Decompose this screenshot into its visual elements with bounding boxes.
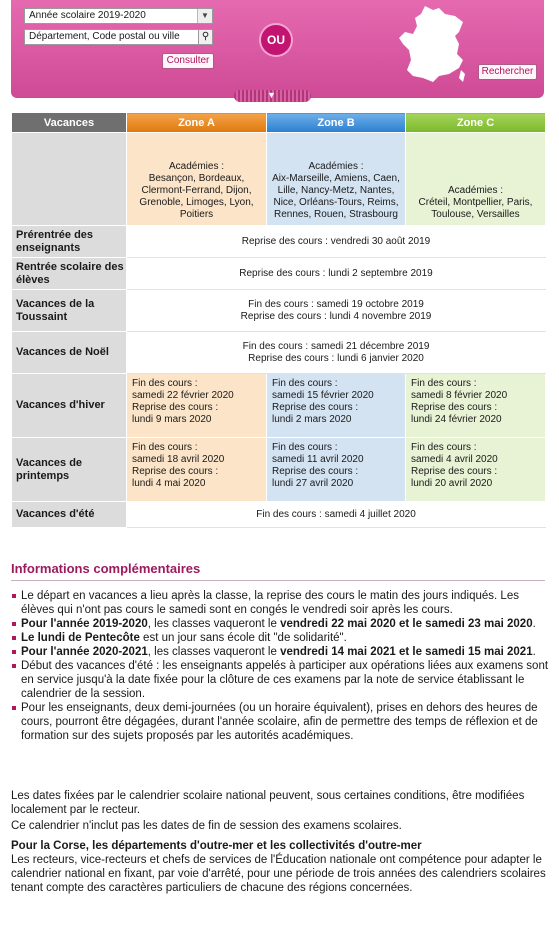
item-bold: Pour l'année 2019-2020 <box>21 618 148 630</box>
info-list <box>11 589 551 743</box>
row-value: Reprise des cours : vendredi 30 août 2019 <box>127 226 546 258</box>
zone-c-dates: Fin des cours : samedi 8 février 2020 Reprise des cours : lundi 24 février 2020 <box>406 374 546 438</box>
academies-zone-c: Académies : Créteil, Montpellier, Paris, Toulouse, Versailles <box>406 133 546 226</box>
overseas-title: Pour la Corse, les départements d'outre-mer et les collectivités d'outre-mer <box>11 840 422 852</box>
consult-button[interactable]: Consulter <box>162 53 214 69</box>
search-button[interactable]: Rechercher <box>478 64 537 80</box>
info-heading: Informations complémentaires <box>11 561 545 581</box>
row-label: Prérentrée des enseignants <box>12 226 127 258</box>
table-row <box>12 438 546 502</box>
table-header-row <box>12 113 546 133</box>
row-value: Fin des cours : samedi 19 octobre 2019 Reprise des cours : lundi 4 novembre 2019 <box>127 290 546 332</box>
item-text: Début des vacances d'été : les enseignants appelés à participer aux opérations liées aux examens sont en service jusqu'à la date fixée pour la clôture de ces examens par la note de service établissant le calendrier de la session. <box>21 660 549 700</box>
table-row <box>12 332 546 374</box>
item-text: . <box>532 618 536 630</box>
school-year-select[interactable] <box>24 8 213 24</box>
zone-a-dates: Fin des cours : samedi 18 avril 2020 Reprise des cours : lundi 4 mai 2020 <box>127 438 267 502</box>
zone-b-dates: Fin des cours : samedi 11 avril 2020 Reprise des cours : lundi 27 avril 2020 <box>267 438 406 502</box>
item-text: Pour les enseignants, deux demi-journées (ou un horaire équivalent), prises en dehors des heures de cours, pourront être dégagées, durant l'année scolaire, afin de permettre des temps de réflexion et de formation sur des sujets proposés par les autorités académiques. <box>21 702 538 742</box>
list-item <box>11 617 551 631</box>
academies-zone-a: Académies : Besançon, Bordeaux, Clermont-Ferrand, Dijon, Grenoble, Limoges, Lyon, Poitiers <box>127 133 267 226</box>
item-text: est un jour sans école dit "de solidarité". <box>139 632 347 644</box>
header-zone-c: Zone C <box>406 113 546 133</box>
overseas-text: Les recteurs, vice-recteurs et chefs de services de l'Éducation nationale ont compétence pour adapter le calendrier national en fixant, par voie d'arrêté, pour une période de trois années des calendriers scolaires tenant compte des caractères particuliers de chacune des régions concernées. <box>11 854 546 894</box>
list-item <box>11 631 551 645</box>
header-vacances: Vacances <box>12 113 127 133</box>
list-item <box>11 659 551 701</box>
item-text: Le départ en vacances a lieu après la classe, la reprise des cours le matin des jours indiqués. Les élèves qui n'ont pas cours le samedi sont en congés le vendredi soir après les cours. <box>21 590 519 616</box>
item-bold: Pour l'année 2020-2021 <box>21 646 148 658</box>
item-text: , les classes vaqueront le <box>147 618 281 630</box>
header-zone-b: Zone B <box>267 113 406 133</box>
item-text: , les classes vaqueront le <box>147 646 281 658</box>
row-value: Fin des cours : samedi 4 juillet 2020 <box>127 502 546 528</box>
or-badge: OU <box>259 23 293 57</box>
collapse-handle[interactable] <box>234 90 311 102</box>
table-row <box>12 226 546 258</box>
search-icon[interactable]: ⚲ <box>198 29 213 45</box>
row-label: Vacances d'hiver <box>12 374 127 438</box>
table-row <box>12 502 546 528</box>
table-row <box>12 374 546 438</box>
location-search-input[interactable]: Département, Code postal ou ville <box>24 29 199 45</box>
row-label: Vacances d'été <box>12 502 127 528</box>
item-bold: vendredi 22 mai 2020 et le samedi 23 mai 2020 <box>280 618 533 630</box>
zone-b-dates: Fin des cours : samedi 15 février 2020 Reprise des cours : lundi 2 mars 2020 <box>267 374 406 438</box>
academies-row <box>12 133 546 226</box>
holiday-calendar-table <box>11 112 546 528</box>
row-value: Fin des cours : samedi 21 décembre 2019 Reprise des cours : lundi 6 janvier 2020 <box>127 332 546 374</box>
list-item <box>11 589 551 617</box>
list-item <box>11 645 551 659</box>
zone-c-dates: Fin des cours : samedi 4 avril 2020 Reprise des cours : lundi 20 avril 2020 <box>406 438 546 502</box>
chevron-down-icon[interactable]: ▼ <box>197 9 212 23</box>
france-map-icon[interactable] <box>397 4 467 84</box>
row-label: Vacances de printemps <box>12 438 127 502</box>
item-bold: vendredi 14 mai 2021 et le samedi 15 mai 2021 <box>280 646 533 658</box>
school-year-value: Année scolaire 2019-2020 <box>29 10 146 21</box>
zone-a-dates: Fin des cours : samedi 22 février 2020 Reprise des cours : lundi 9 mars 2020 <box>127 374 267 438</box>
row-label: Rentrée scolaire des élèves <box>12 258 127 290</box>
table-row <box>12 258 546 290</box>
search-header <box>11 0 544 98</box>
row-label: Vacances de la Toussaint <box>12 290 127 332</box>
list-item <box>11 701 551 743</box>
row-label: Vacances de Noël <box>12 332 127 374</box>
triangle-down-icon: ▼ <box>267 90 276 100</box>
academies-label <box>12 133 127 226</box>
note-local-changes: Les dates fixées par le calendrier scolaire national peuvent, sous certaines conditions, être modifiées localement par le recteur. <box>11 790 525 816</box>
academies-zone-b: Académies : Aix-Marseille, Amiens, Caen, Lille, Nancy-Metz, Nantes, Nice, Orléans-Tours, Reims, Rennes, Rouen, Strasbourg <box>267 133 406 226</box>
item-text: . <box>532 646 536 658</box>
header-zone-a: Zone A <box>127 113 267 133</box>
table-row <box>12 290 546 332</box>
row-value: Reprise des cours : lundi 2 septembre 2019 <box>127 258 546 290</box>
note-exams: Ce calendrier n'inclut pas les dates de fin de session des examens scolaires. <box>11 820 402 832</box>
item-bold: Le lundi de Pentecôte <box>21 632 140 644</box>
